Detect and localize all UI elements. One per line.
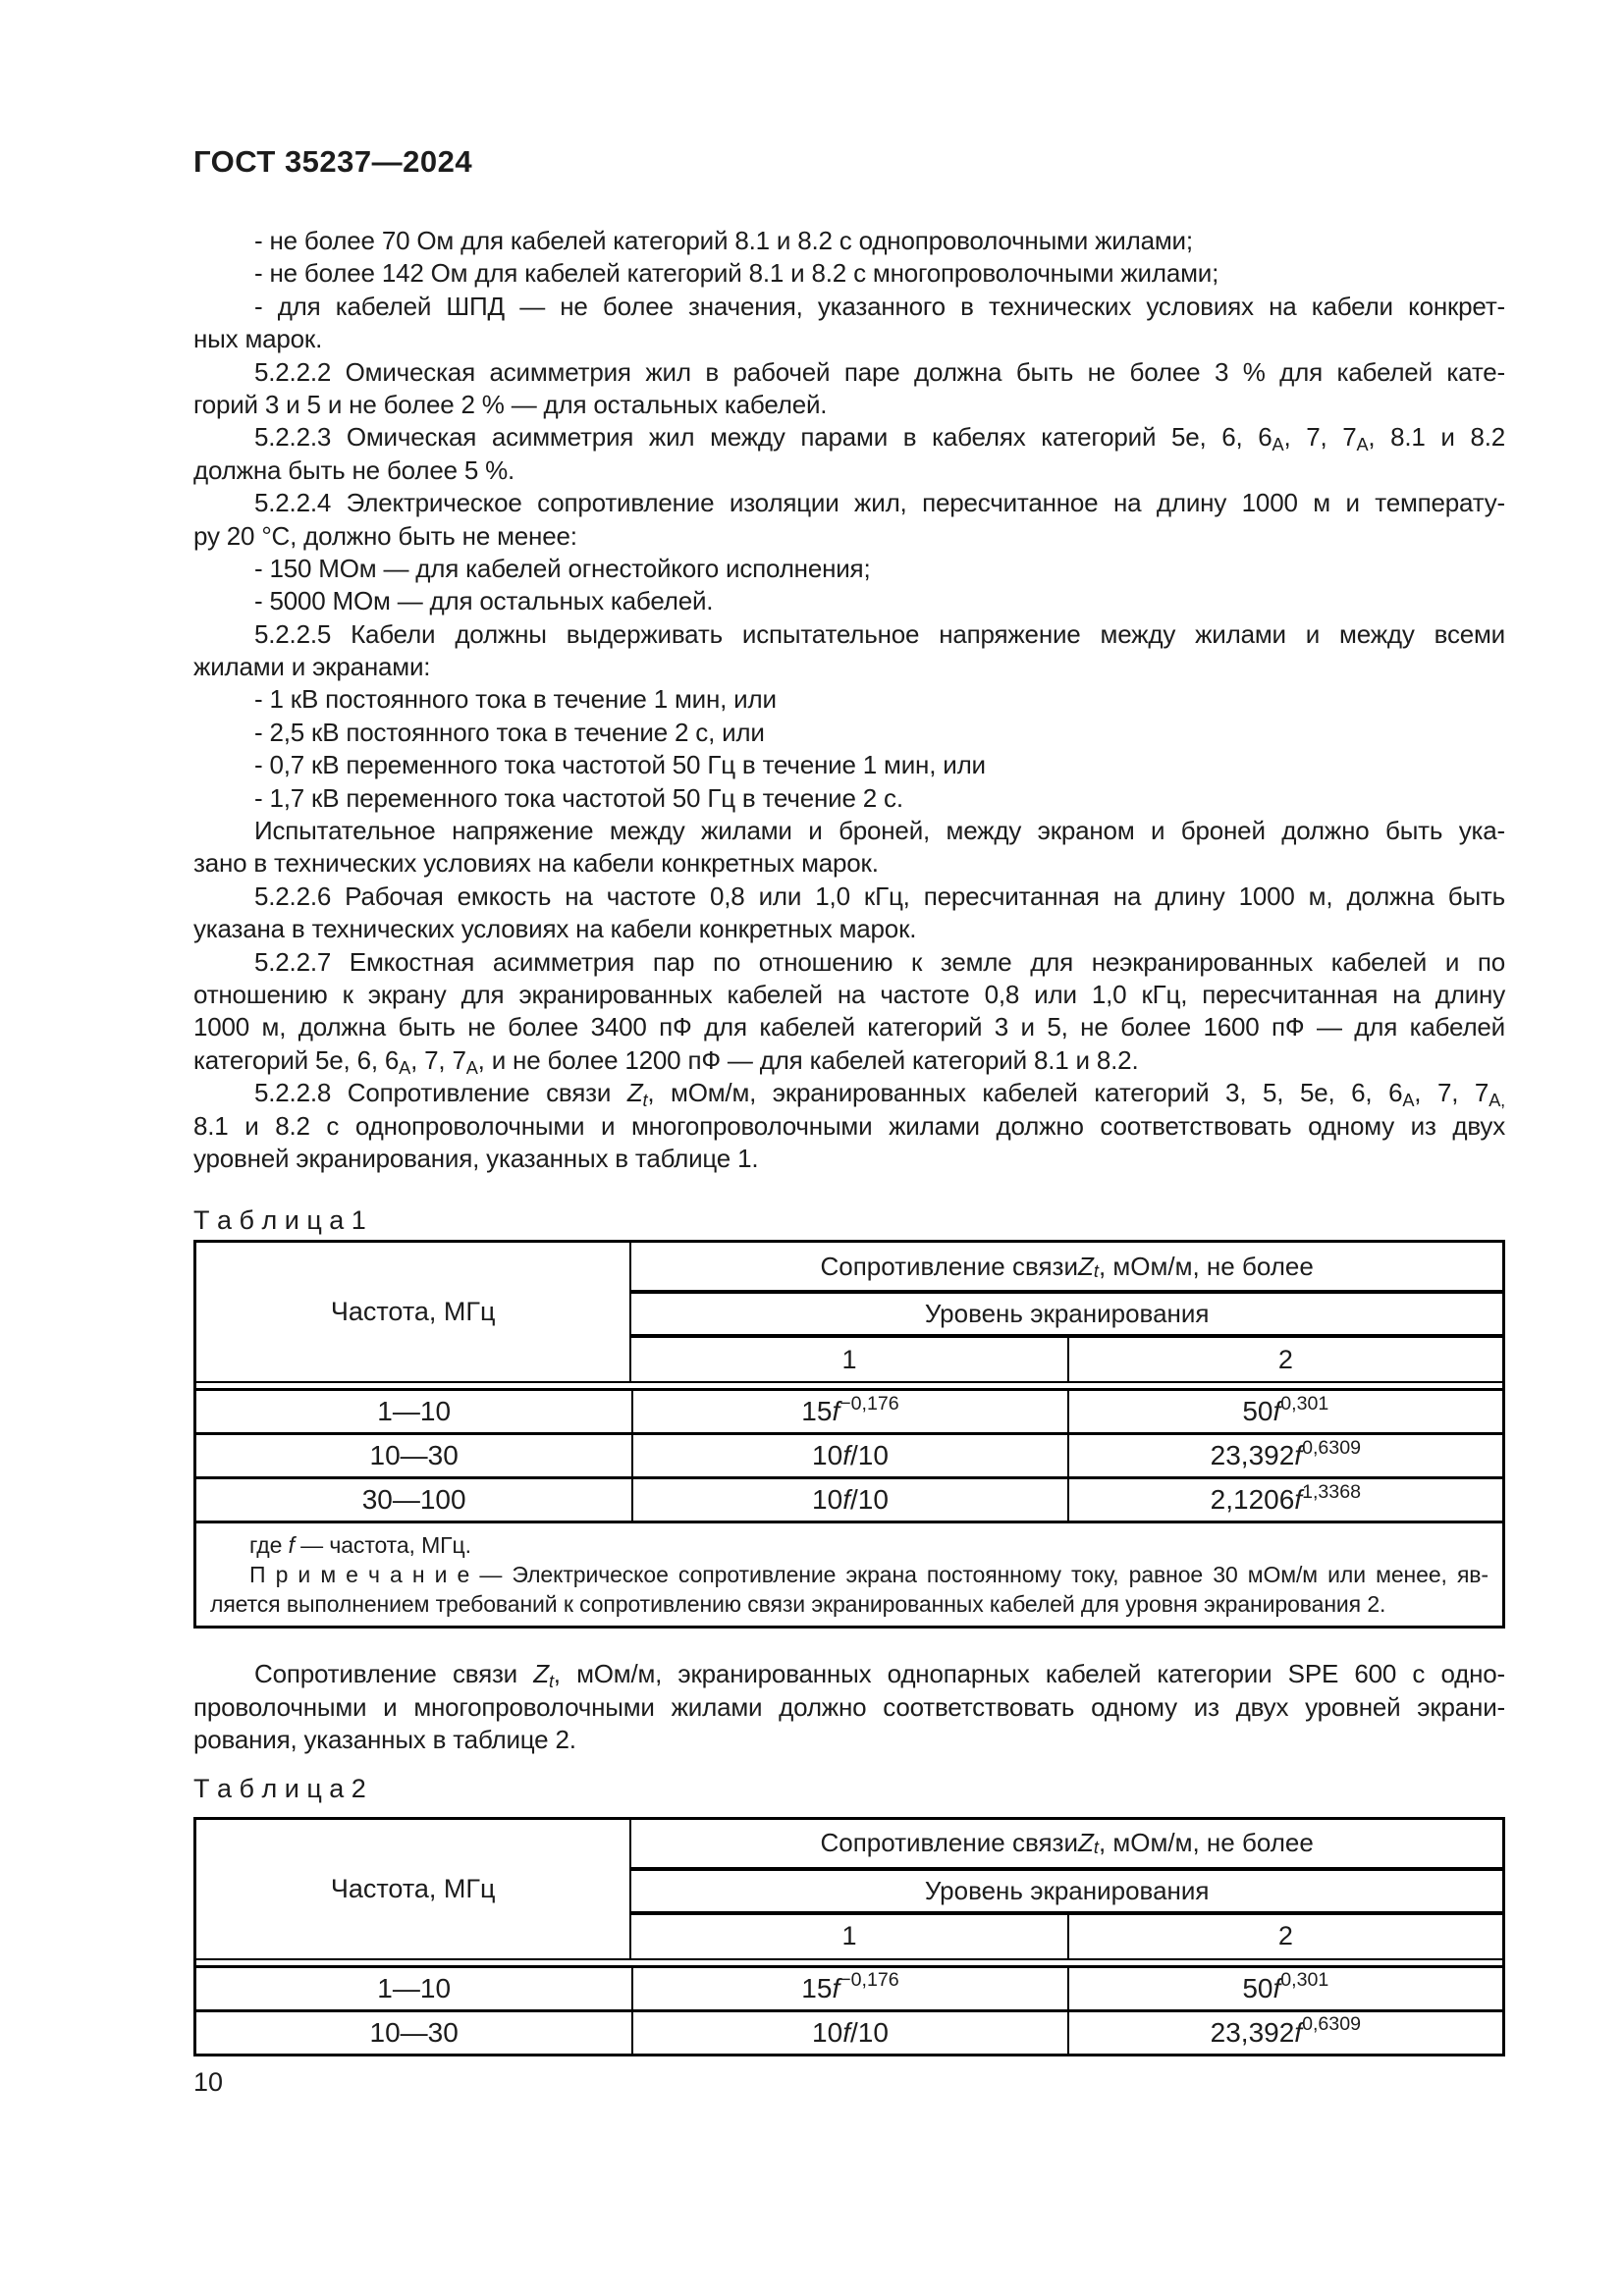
paragraph [193,946,1505,1078]
page-content [193,0,1505,2056]
table-note-line: ляется выполнением требований к сопротивлению связи экранированных кабелей для уровня экранирования 2. [210,1591,1386,1618]
table-note-line: где f — частота, МГц. [249,1532,471,1559]
table2-header [196,1820,1502,1958]
standard-designation: ГОСТ 35237—2024 [193,144,473,179]
paragraph-line: 8.1 и 8.2 с однопроволочными и многопроволочными жилами должно соответствовать одному из двух [193,1110,1505,1141]
shielding-level-header-cell: Уровень экранирования [631,1294,1502,1338]
paragraph-line: рования, указанных в таблице 2. [193,1725,576,1755]
paragraph [193,881,1505,946]
paragraph-line: зано в технических условиях на кабели конкретных марок. [193,848,879,879]
table-cell: 30—100 [361,1484,466,1516]
paragraph-line: - 1 кВ постоянного тока в течение 1 мин, или [254,684,777,715]
coupling-resistance-header-cell: Сопротивление связи Z $_t$ , мОм/м, не более [631,1820,1502,1871]
table2-label: Т а б л и ц а 2 [193,1773,366,1803]
page-number: 10 [193,2067,224,2097]
body-paragraphs [193,225,1505,1175]
table-cell: 10—30 [369,2016,459,2048]
level-columns-row [631,1338,1502,1381]
table1 [193,1240,1505,1629]
table2 [193,1817,1505,2056]
paragraph-line: указана в технических условиях на кабели конкретных марок. [193,914,917,944]
table1-label: Т а б л и ц а 1 [193,1205,366,1236]
level2-column-header: 2 [1067,1915,1502,1958]
table2-body [196,1968,1502,2054]
table-cell: 10—30 [369,1440,459,1471]
table1-header [196,1243,1502,1381]
table-cell: 15 f $^{-0,176}$ [631,1968,1066,2009]
paragraph [193,1077,1505,1175]
paragraph [193,815,1505,881]
paragraph-line: должна быть не более 5 %. [193,454,515,485]
between-tables-paragraph [193,1658,1505,1756]
table2-header-right [631,1820,1502,1958]
paragraph-line: 5.2.2.7 Емкостная асимметрия пар по отношению к земле для неэкранированных кабелей и по [254,946,1505,977]
paragraph-line: горий 3 и 5 и не более 2 % — для остальных кабелей. [193,389,828,419]
paragraph-line: 5.2.2.8 Сопротивление связи $Z_t$, мОм/м, экранированных кабелей категорий 3, 5, 5е, 6, $6_А$, 7, $7_{А,}$ [254,1078,1505,1111]
table-cell: 50 f $^{0,301}$ [1067,1968,1502,2009]
paragraph [193,749,1505,781]
table-cell: 1—10 [377,1396,452,1427]
paragraph [193,585,1505,617]
paragraph-line: - 1,7 кВ переменного тока частотой 50 Гц в течение 2 с. [254,782,903,813]
table-row [196,1968,1502,2009]
paragraph-line: - 5000 МОм — для остальных кабелей. [254,586,714,616]
paragraph [193,553,1505,585]
table-row [196,1391,1502,1432]
paragraph [193,257,1505,290]
paragraph-line: уровней экранирования, указанных в таблице 1. [193,1143,759,1173]
paragraph [193,683,1505,716]
table1-header-right [631,1243,1502,1381]
table1-note [196,1521,1502,1626]
paragraph-line: 1000 м, должна быть не более 3400 пФ для кабелей категорий 3 и 5, не более 1600 пФ — для кабелей [193,1012,1505,1042]
table-cell: 10 f /10 [631,2012,1066,2054]
table-cell: 2,1206 f $^{1,3368}$ [1067,1479,1502,1521]
table-cell: 50 f $^{0,301}$ [1067,1391,1502,1432]
table-row [196,1432,1502,1476]
paragraph [193,782,1505,815]
paragraph [193,421,1505,487]
paragraph-line: отношению к экрану для экранированных кабелей на частоте 0,8 или 1,0 кГц, пересчитанная на длину [193,979,1505,1009]
paragraph-line: - 0,7 кВ переменного тока частотой 50 Гц в течение 1 мин, или [254,750,986,780]
header-body-separator [196,1958,1502,1968]
table-cell: 23,392 f $^{0,6309}$ [1067,2012,1502,2054]
paragraph-line: 5.2.2.2 Омическая асимметрия жил в рабочей паре должна быть не более 3 % для кабелей кате- [254,356,1505,387]
coupling-resistance-header-cell: Сопротивление связи Z $_t$ , мОм/м, не более [631,1243,1502,1294]
paragraph-line: - для кабелей ШПД — не более значения, указанного в технических условиях на кабели конкрет- [254,291,1505,321]
table1-body [196,1391,1502,1521]
paragraph-line: категорий 5е, 6, $6_А$, 7, $7_А$, и не более 1200 пФ — для кабелей категорий 8.1 и 8.2. [193,1044,1139,1078]
paragraph [193,717,1505,749]
paragraph [193,1658,1505,1756]
table-cell: 23,392 f $^{0,6309}$ [1067,1435,1502,1476]
level-columns-row [631,1915,1502,1958]
table-note-line: П р и м е ч а н и е — Электрическое сопротивление экрана постоянному току, равное 30 мОм/м или менее, яв- [249,1562,1489,1588]
paragraph [193,618,1505,684]
paragraph-line: - не более 70 Ом для кабелей категорий 8.1 и 8.2 с однопроволочными жилами; [254,226,1193,255]
table-cell: 10 f /10 [631,1435,1066,1476]
table-cell: 15 f $^{-0,176}$ [631,1391,1066,1432]
paragraph [193,225,1505,257]
frequency-header-cell: Частота, МГц [196,1820,631,1958]
table-row [196,2009,1502,2054]
paragraph-line: ных марок. [193,324,323,354]
paragraph [193,291,1505,356]
paragraph-line: - 150 МОм — для кабелей огнестойкого исполнения; [254,553,871,583]
paragraph-line: 5.2.2.3 Омическая асимметрия жил между парами в кабелях категорий 5е, 6, $6_А$, 7, $7_А$, 8.1 и 8.2 [254,422,1505,455]
paragraph-line: жилами и экранами: [193,652,431,682]
paragraph-line: проволочными и многопроволочными жилами должно соответствовать одному из двух уровней экрани- [193,1691,1505,1722]
level2-column-header: 2 [1067,1338,1502,1381]
frequency-header-cell: Частота, МГц [196,1243,631,1381]
paragraph-line: 5.2.2.6 Рабочая емкость на частоте 0,8 или 1,0 кГц, пересчитанная на длину 1000 м, должна быть [254,881,1505,911]
shielding-level-header-cell: Уровень экранирования [631,1871,1502,1915]
paragraph [193,356,1505,422]
paragraph-line: 5.2.2.5 Кабели должны выдерживать испытательное напряжение между жилами и между всеми [254,618,1505,649]
header-body-separator [196,1381,1502,1391]
level1-column-header: 1 [841,1921,857,1950]
paragraph-line: - 2,5 кВ постоянного тока в течение 2 с, или [254,717,765,747]
paragraph-line: 5.2.2.4 Электрическое сопротивление изоляции жил, пересчитанное на длину 1000 м и температу- [254,488,1505,518]
paragraph-line: - не более 142 Ом для кабелей категорий 8.1 и 8.2 с многопроволочными жилами; [254,258,1219,289]
paragraph [193,487,1505,553]
paragraph-line: Сопротивление связи $Z_t$, мОм/м, экранированных однопарных кабелей категории SPE 600 с одно- [254,1659,1505,1692]
paragraph-line: Испытательное напряжение между жилами и броней, между экраном и броней должно быть ука- [254,816,1505,846]
table-cell: 10 f /10 [631,1479,1066,1521]
table-cell: 1—10 [377,1972,452,2003]
level1-column-header: 1 [841,1344,857,1374]
table-row [196,1476,1502,1521]
paragraph-line: ру 20 °С, должно быть не менее: [193,520,577,551]
